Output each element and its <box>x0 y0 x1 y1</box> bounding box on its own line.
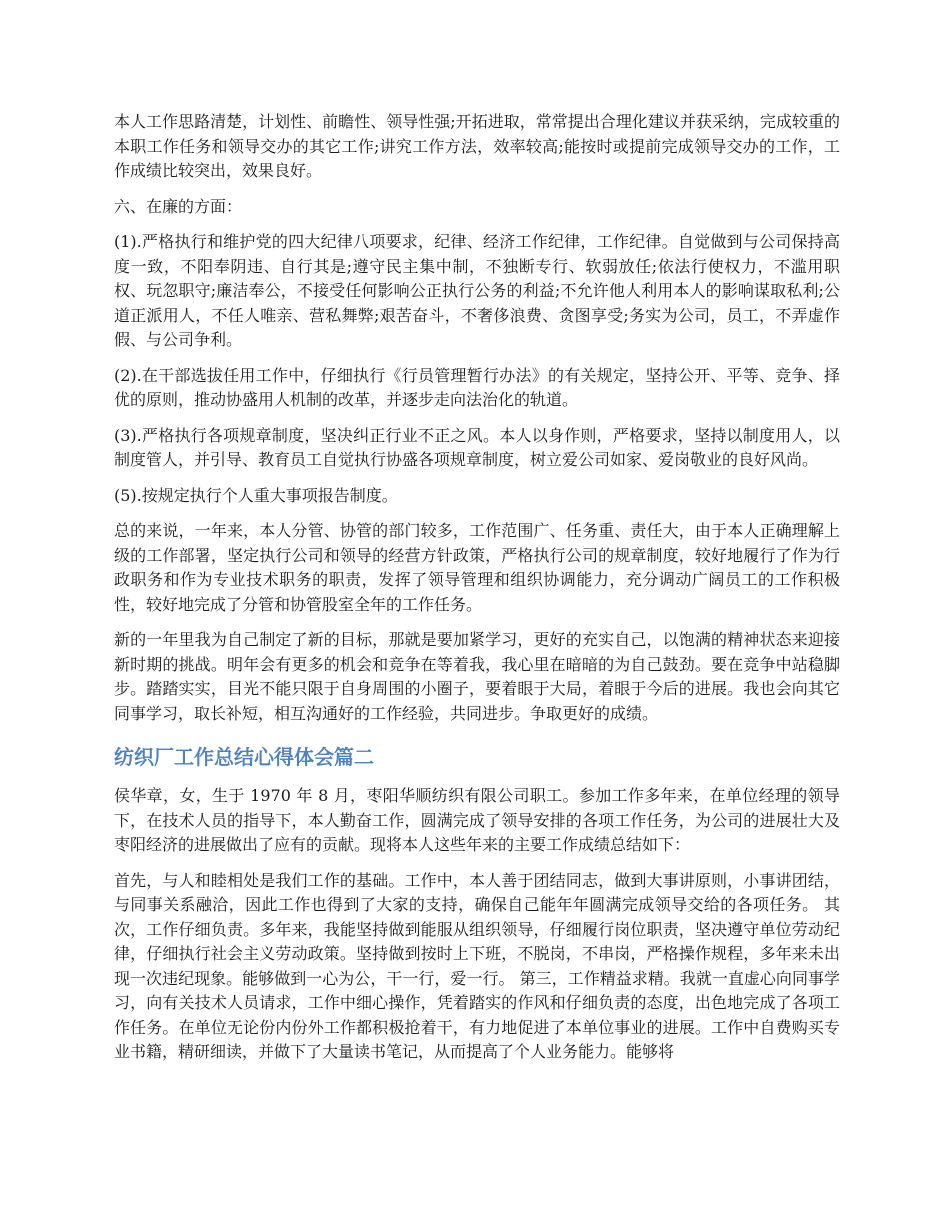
paragraph-work-approach: 本人工作思路清楚，计划性、前瞻性、领导性强;开拓进取，常常提出合理化建议并获采纳，完成较重的本职工作任务和领导交办的其它工作;讲究工作方法，效率较高;能按时或提前完成领导交办的工作，工作成绩比较突出，效果良好。 <box>114 112 840 180</box>
heading-integrity-section: 六、在廉的方面： <box>114 196 243 216</box>
paragraph-item-2: (2).在干部选拔任用工作中，仔细执行《行员管理暂行办法》的有关规定，坚持公开、平等、竞争、择优的原则，推动协盛用人机制的改革，并逐步走向法治化的轨道。 <box>114 365 840 409</box>
paragraph-new-year-goals: 新的一年里我为自己制定了新的目标，那就是要加紧学习，更好的充实自己，以饱满的精神状态来迎接新时期的挑战。明年会有更多的机会和竞争在等着我，我心里在暗暗的为自己鼓劲。要在竞争中站稳脚步。踏踏实实，目光不能只限于自身周围的小圈子，要着眼于大局，着眼于今后的进展。我也会向其它同事学习，取长补短，相互沟通好的工作经验，共同进步。争取更好的成绩。 <box>114 630 840 723</box>
paragraph-summary: 总的来说，一年来，本人分管、协管的部门较多，工作范围广、任务重、责任大，由于本人正确理解上级的工作部署，坚定执行公司和领导的经营方针政策，严格执行公司的规章制度，较好地履行了作为行政职务和作为专业技术职务的职责，发挥了领导管理和组织协调能力，充分调动广阔员工的工作积极性，较好地完成了分管和协管股室全年的工作任务。 <box>114 521 840 614</box>
paragraph-achievements: 首先，与人和睦相处是我们工作的基础。工作中，本人善于团结同志，做到大事讲原则，小事讲团结，与同事关系融洽，因此工作也得到了大家的支持，确保自己能年年圆满完成领导交给的各项任务。 其次，工作仔细负责。多年来，我能坚持做到能服从组织领导，仔细履行岗位职责，坚决遵守单位劳动纪律，仔细执行社会主义劳动政策。坚持做到按时上下班，不脱岗，不串岗，严格操作规程，多年来未出现一次违纪现象。能够做到一心为公，干一行，爱一行。 第三，工作精益求精。我就一直虚心向同事学习，向有关技术人员请求，工作中细心操作，凭着踏实的作风和仔细负责的态度，出色地完成了各项工作任务。在单位无论份内份外工作都积极抢着干，有力地促进了本单位事业的进展。工作中自费购买专业书籍，精研细读，并做下了大量读书笔记，从而提高了个人业务能力。能够将 <box>114 870 840 1061</box>
section-title: 纺织厂工作总结心得体会篇二 <box>114 745 374 769</box>
paragraph-intro: 侯华章，女，生于 1970 年 8 月，枣阳华顺纺织有限公司职工。参加工作多年来，在单位经理的领导下，在技术人员的指导下，本人勤奋工作，圆满完成了领导安排的各项工作任务，为公司的进展壮大及枣阳经济的进展做出了应有的贡献。现将本人这些年来的主要工作成绩总结如下： <box>114 786 840 854</box>
paragraph-item-1: (1).严格执行和维护党的四大纪律八项要求，纪律、经济工作纪律，工作纪律。自觉做到与公司保持高度一致，不阳奉阴违、自行其是;遵守民主集中制，不独断专行、软弱放任;依法行使权力，不滥用职权、玩忽职守;廉洁奉公，不接受任何影响公正执行公务的利益;不允许他人利用本人的影响谋取私利;公道正派用人，不任人唯亲、营私舞弊;艰苦奋斗，不奢侈浪费、贪图享受;务实为公司，员工，不弄虚作假、与公司争利。 <box>114 232 840 349</box>
document-body <box>114 110 840 1076</box>
paragraph-item-3: (3).严格执行各项规章制度，坚决纠正行业不正之风。本人以身作则，严格要求，坚持以制度用人，以制度管人，并引导、教育员工自觉执行协盛各项规章制度，树立爱公司如家、爱岗敬业的良好风尚。 <box>114 425 840 469</box>
paragraph-item-5: (5).按规定执行个人重大事项报告制度。 <box>114 485 398 505</box>
